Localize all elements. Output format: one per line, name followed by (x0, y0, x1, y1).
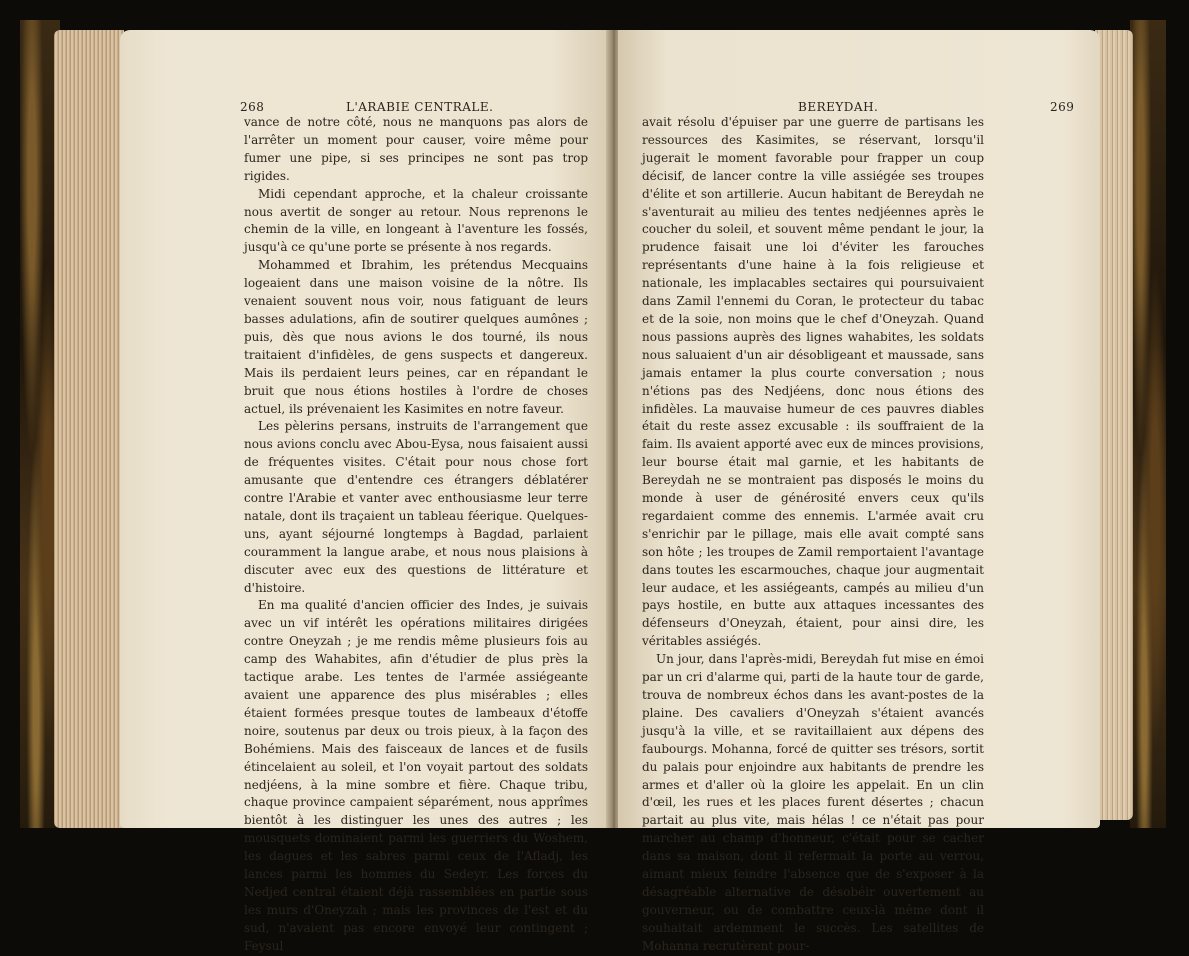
page-edges-left (54, 30, 124, 828)
left-paragraph-1: vance de notre côté, nous ne manquons pas alors de l'arrêter un moment pour causer, voire même pour fumer une pipe, si ses principes ne sont pas trop rigides. (244, 115, 588, 183)
left-paragraph-5: En ma qualité d'ancien officier des Indes, je suivais avec un vif intérêt les opérations militaires dirigées contre Oneyzah ; je me rendis même plusieurs fois au camp des Wahabites, afin d'étudier de plus près la tactique arabe. Les tentes de l'armée assiégeante avaient une apparence des plus misérables ; elles étaient formées presque toutes de lambeaux d'étoffe noire, soutenus par deux ou trois pieux, à la façon des Bohémiens. Mais des faisceaux de lances et de fusils étincelaient au soleil, et l'on voyait partout des soldats nedjéens, à la mine sombre et fière. Chaque tribu, chaque province campaient séparément, nous apprîmes bientôt à les distinguer les unes des autres ; les mousquets dominaient parmi les guerriers du Woshem, les dagues et les sabres parmi ceux de l'Afladj, les lances parmi les hommes du Sedeyr. Les forces du Nedjed central étaient déjà rassemblées en partie sous les murs d'Oneyzah ; mais les provinces de l'est et du sud, n'avaient pas encore envoyé leur contingent ; Feysul (244, 598, 588, 953)
left-paragraph-2: Midi cependant approche, et la chaleur croissante nous avertit de songer au retour. Nous reprenons le chemin de la ville, en longeant à l'aventure les fossés, jusqu'à ce qu'une porte se présente à nos regards. (244, 186, 588, 255)
right-page-number: 269 (1050, 100, 1075, 114)
page-edges-right (1095, 30, 1133, 820)
right-running-head: BEREYDAH. (798, 100, 879, 114)
right-page (618, 30, 1100, 953)
right-page-text (642, 114, 984, 956)
right-paragraph-2: Un jour, dans l'après-midi, Bereydah fut mise en émoi par un cri d'alarme qui, parti de la haute tour de garde, trouva de nombreux échos dans les avant-postes de la plaine. Des cavaliers d'Oneyzah s'étaient avancés jusqu'à la ville, et se ravitaillaient aux dépens des faubourgs. Mohanna, forcé de quitter ses trésors, sortit du palais pour enjoindre aux habitants de prendre les armes et d'aller où la gloire les appelait. En un clin d'œil, les rues et les places furent désertes ; chacun partait au plus vite, mais hélas ! ce n'était pas pour marcher au champ d'honneur, c'était pour se cacher dans sa maison, dont il refermait la porte au verrou, aimant mieux feindre l'absence que de s'exposer à la désagréable alternative de désobéir ouvertement au gouverneur, ou de combattre ceux-là même dont il souhaitait ardemment le succès. Les satellites de Mohanna recrutèrent pour- (642, 652, 984, 953)
left-page (120, 30, 610, 953)
left-paragraph-3: Mohammed et Ibrahim, les prétendus Mecquains logeaient dans une maison voisine de la nôtre. Ils venaient souvent nous voir, nous fatiguant de leurs basses adulations, afin de soutirer quelques aumônes ; puis, dès que nous avions le dos tourné, ils nous traitaient d'infidèles, de gens suspects et dangereux. Mais ils perdaient leurs peines, car en répandant le bruit que nous étions hostiles à l'ordre de choses actuel, ils prévenaient les Kasimites en notre faveur. (244, 258, 588, 416)
left-page-text (244, 114, 588, 956)
book-cover-right (1130, 20, 1166, 828)
left-paragraph-4: Les pèlerins persans, instruits de l'arrangement que nous avions conclu avec Abou-Eysa, nous faisaient aussi de fréquentes visites. C'était pour nous chose fort amusante que d'entendre ces étrangers déblatérer contre l'Arabie et vanter avec enthousiasme leur terre natale, dont ils traçaient un tableau féerique. Quelques-uns, ayant séjourné longtemps à Bagdad, parlaient couramment la langue arabe, et nous nous plaisions à discuter avec eux des questions de littérature et d'histoire. (244, 419, 588, 595)
left-running-head: L'ARABIE CENTRALE. (346, 100, 494, 114)
left-page-number: 268 (240, 100, 265, 114)
right-paragraph-1: avait résolu d'épuiser par une guerre de partisans les ressources des Kasimites, se réservant, lorsqu'il jugerait le moment favorable pour frapper un coup décisif, de lancer contre la ville assiégée ses troupes d'élite et son artillerie. Aucun habitant de Bereydah ne s'aventurait au milieu des tentes nedjéennes après le coucher du soleil, et souvent même pendant le jour, la prudence faisait une loi d'éviter les farouches représentants d'une haine à la fois religieuse et nationale, les implacables sectaires qui poursuivaient dans Zamil l'ennemi du Coran, le protecteur du tabac et de la soie, non moins que le chef d'Oneyzah. Quand nous passions auprès des lignes wahabites, les soldats nous saluaient d'un air désobligeant et maussade, sans jamais entamer la plus courte conversation ; nous n'étions pas des Nedjéens, donc nous étions des infidèles. La mauvaise humeur de ces pauvres diables était du reste assez excusable : ils souffraient de la faim. Ils avaient apporté avec eux de minces provisions, leur bourse était mal garnie, et les habitants de Bereydah ne se montraient pas disposés le moins du monde à user de générosité envers ceux qu'ils regardaient comme des ennemis. L'armée avait cru s'enrichir par le pillage, mais elle avait compté sans son hôte ; les troupes de Zamil remportaient l'avantage dans toutes les escarmouches, chaque jour augmentait leur audace, et les assiégeants, campés au milieu d'un pays hostile, en butte aux attaques incessantes des défenseurs d'Oneyzah, étaient, pour ainsi dire, les véritables assiégés. (642, 115, 984, 649)
